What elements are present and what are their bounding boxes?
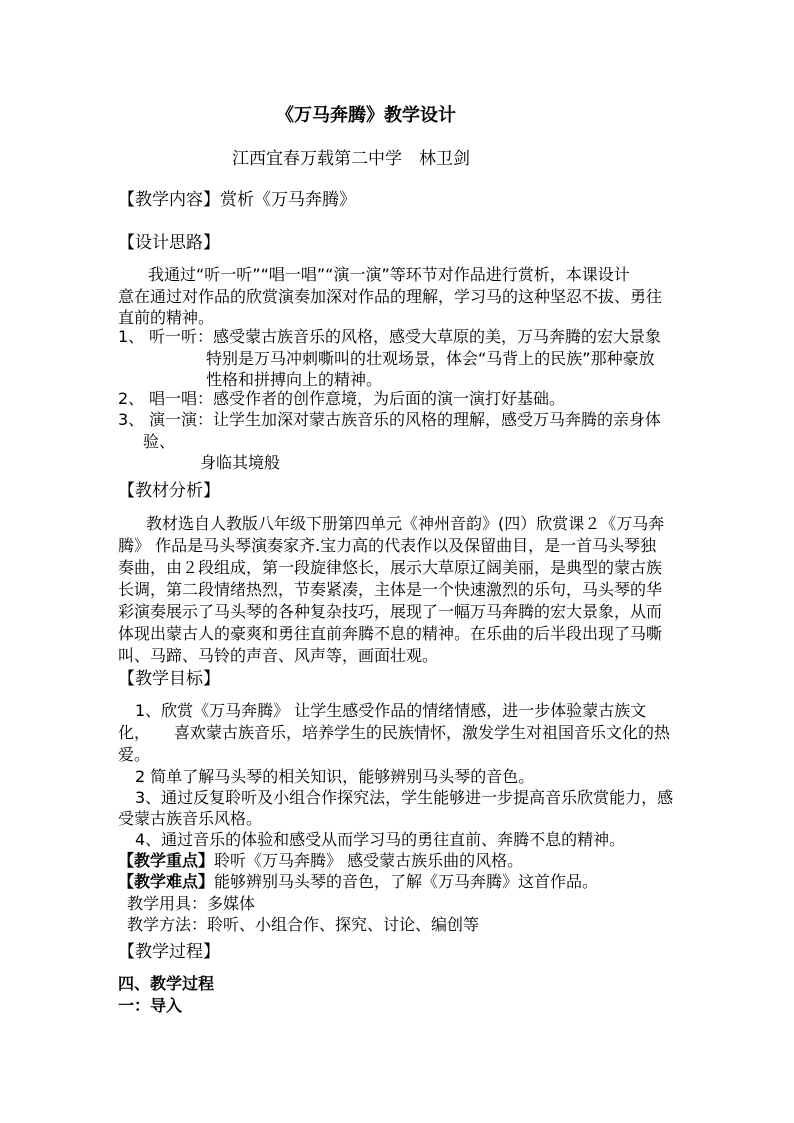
list-item-line: 演一演：让学生加深对蒙古族音乐的风格的理解，感受万马奔腾的亲身体 — [149, 410, 662, 429]
teaching-content-text: 赏析《万马奔腾》 — [220, 190, 356, 210]
analysis-line: 彩演奏展示了马头琴的各种复杂技巧，展现了一幅万马奔腾的宏大景象，从而 — [118, 602, 663, 621]
goal-line: 化， 喜欢蒙古族音乐，培养学生的民族情怀，激发学生对祖国音乐文化的热 — [118, 723, 671, 742]
analysis-line: 长调，第二段情绪热烈，节奏紧凑，主体是一个快速激烈的乐句，马头琴的华 — [118, 580, 663, 599]
goal-line: 爱。 — [118, 745, 151, 764]
goal-line: 4、通过音乐的体验和感受从而学习马的勇往直前、奔腾不息的精神。 — [135, 830, 626, 849]
list-item-number: 2、 — [118, 389, 145, 408]
goal-line: 1、欣赏《万马奔腾》 让学生感受作品的情绪情感，进一步体验蒙古族文 — [135, 701, 647, 720]
author-line: 江西宜春万载第二中学 林卫剑 — [232, 149, 470, 169]
analysis-line: 教材选自人教版八年级下册第四单元《神州音韵》(四）欣赏课２《万马奔 — [146, 514, 665, 533]
difficulty-label: 【教学难点】 — [118, 872, 215, 891]
difficulty-text: 能够辨别马头琴的音色，了解《万马奔腾》这首作品。 — [214, 872, 599, 891]
list-item-number: 3、 — [118, 410, 145, 429]
list-item-line: 唱一唱：感受作者的创作意境，为后面的演一演打好基础。 — [149, 389, 566, 408]
goal-line: 3、通过反复聆听及小组合作探究法，学生能够进一步提高音乐欣赏能力，感 — [135, 788, 674, 807]
list-item-line: 身临其境般 — [200, 453, 281, 472]
list-item-line: 验、 — [143, 432, 176, 451]
list-item-line: 性格和拼搏向上的精神。 — [206, 370, 383, 389]
section-four-heading: 四、教学过程 — [118, 974, 215, 993]
analysis-heading: 【教材分析】 — [118, 481, 220, 501]
analysis-line: 体现出蒙古人的豪爽和勇往直前奔腾不息的精神。在乐曲的后半段出现了马嘶 — [118, 624, 663, 643]
document-title: 《万马奔腾》教学设计 — [276, 105, 456, 126]
teaching-content-label: 【教学内容】 — [118, 190, 220, 210]
design-intro-line: 直前的精神。 — [118, 308, 215, 327]
teaching-tools: 教学用具：多媒体 — [127, 894, 256, 913]
difficulty-row — [118, 871, 598, 892]
list-item-number: 1、 — [118, 327, 145, 346]
key-point-text: 聆听《万马奔腾》 感受蒙古族乐曲的风格。 — [214, 851, 524, 870]
goals-heading: 【教学目标】 — [118, 669, 220, 689]
teaching-methods: 教学方法：聆听、小组合作、探究、讨论、编创等 — [127, 915, 480, 934]
analysis-line: 腾》 作品是马头琴演奏家齐.宝力高的代表作以及保留曲目，是一首马头琴独 — [118, 536, 657, 555]
list-item-line: 听一听：感受蒙古族音乐的风格，感受大草原的美，万马奔腾的宏大景象 — [149, 327, 662, 346]
design-idea-heading: 【设计思路】 — [118, 233, 220, 253]
analysis-line: 奏曲，由２段组成，第一段旋律悠长，展示大草原辽阔美丽，是典型的蒙古族 — [118, 558, 663, 577]
key-point-row — [118, 850, 523, 871]
analysis-line: 叫、马蹄、马铃的声音、风声等，画面壮观。 — [118, 646, 439, 665]
teaching-content-row — [118, 189, 356, 211]
process-heading: 【教学过程】 — [118, 942, 220, 962]
design-intro-line: 我通过“听一听”“唱一唱”“演一演”等环节对作品进行赏析，本课设计 — [148, 265, 630, 284]
design-intro-line: 意在通过对作品的欣赏演奏加深对作品的理解，学习马的这种坚忍不拔、勇往 — [118, 287, 663, 306]
goal-line: 受蒙古族音乐风格。 — [118, 809, 263, 828]
list-item-line: 特别是万马冲刺嘶叫的壮观场景，体会“马背上的民族”那种豪放 — [206, 349, 655, 368]
goal-line: 2 简单了解马头琴的相关知识，能够辨别马头琴的音色。 — [135, 767, 535, 786]
section-one-heading: 一：导入 — [118, 996, 183, 1015]
key-point-label: 【教学重点】 — [118, 851, 215, 870]
